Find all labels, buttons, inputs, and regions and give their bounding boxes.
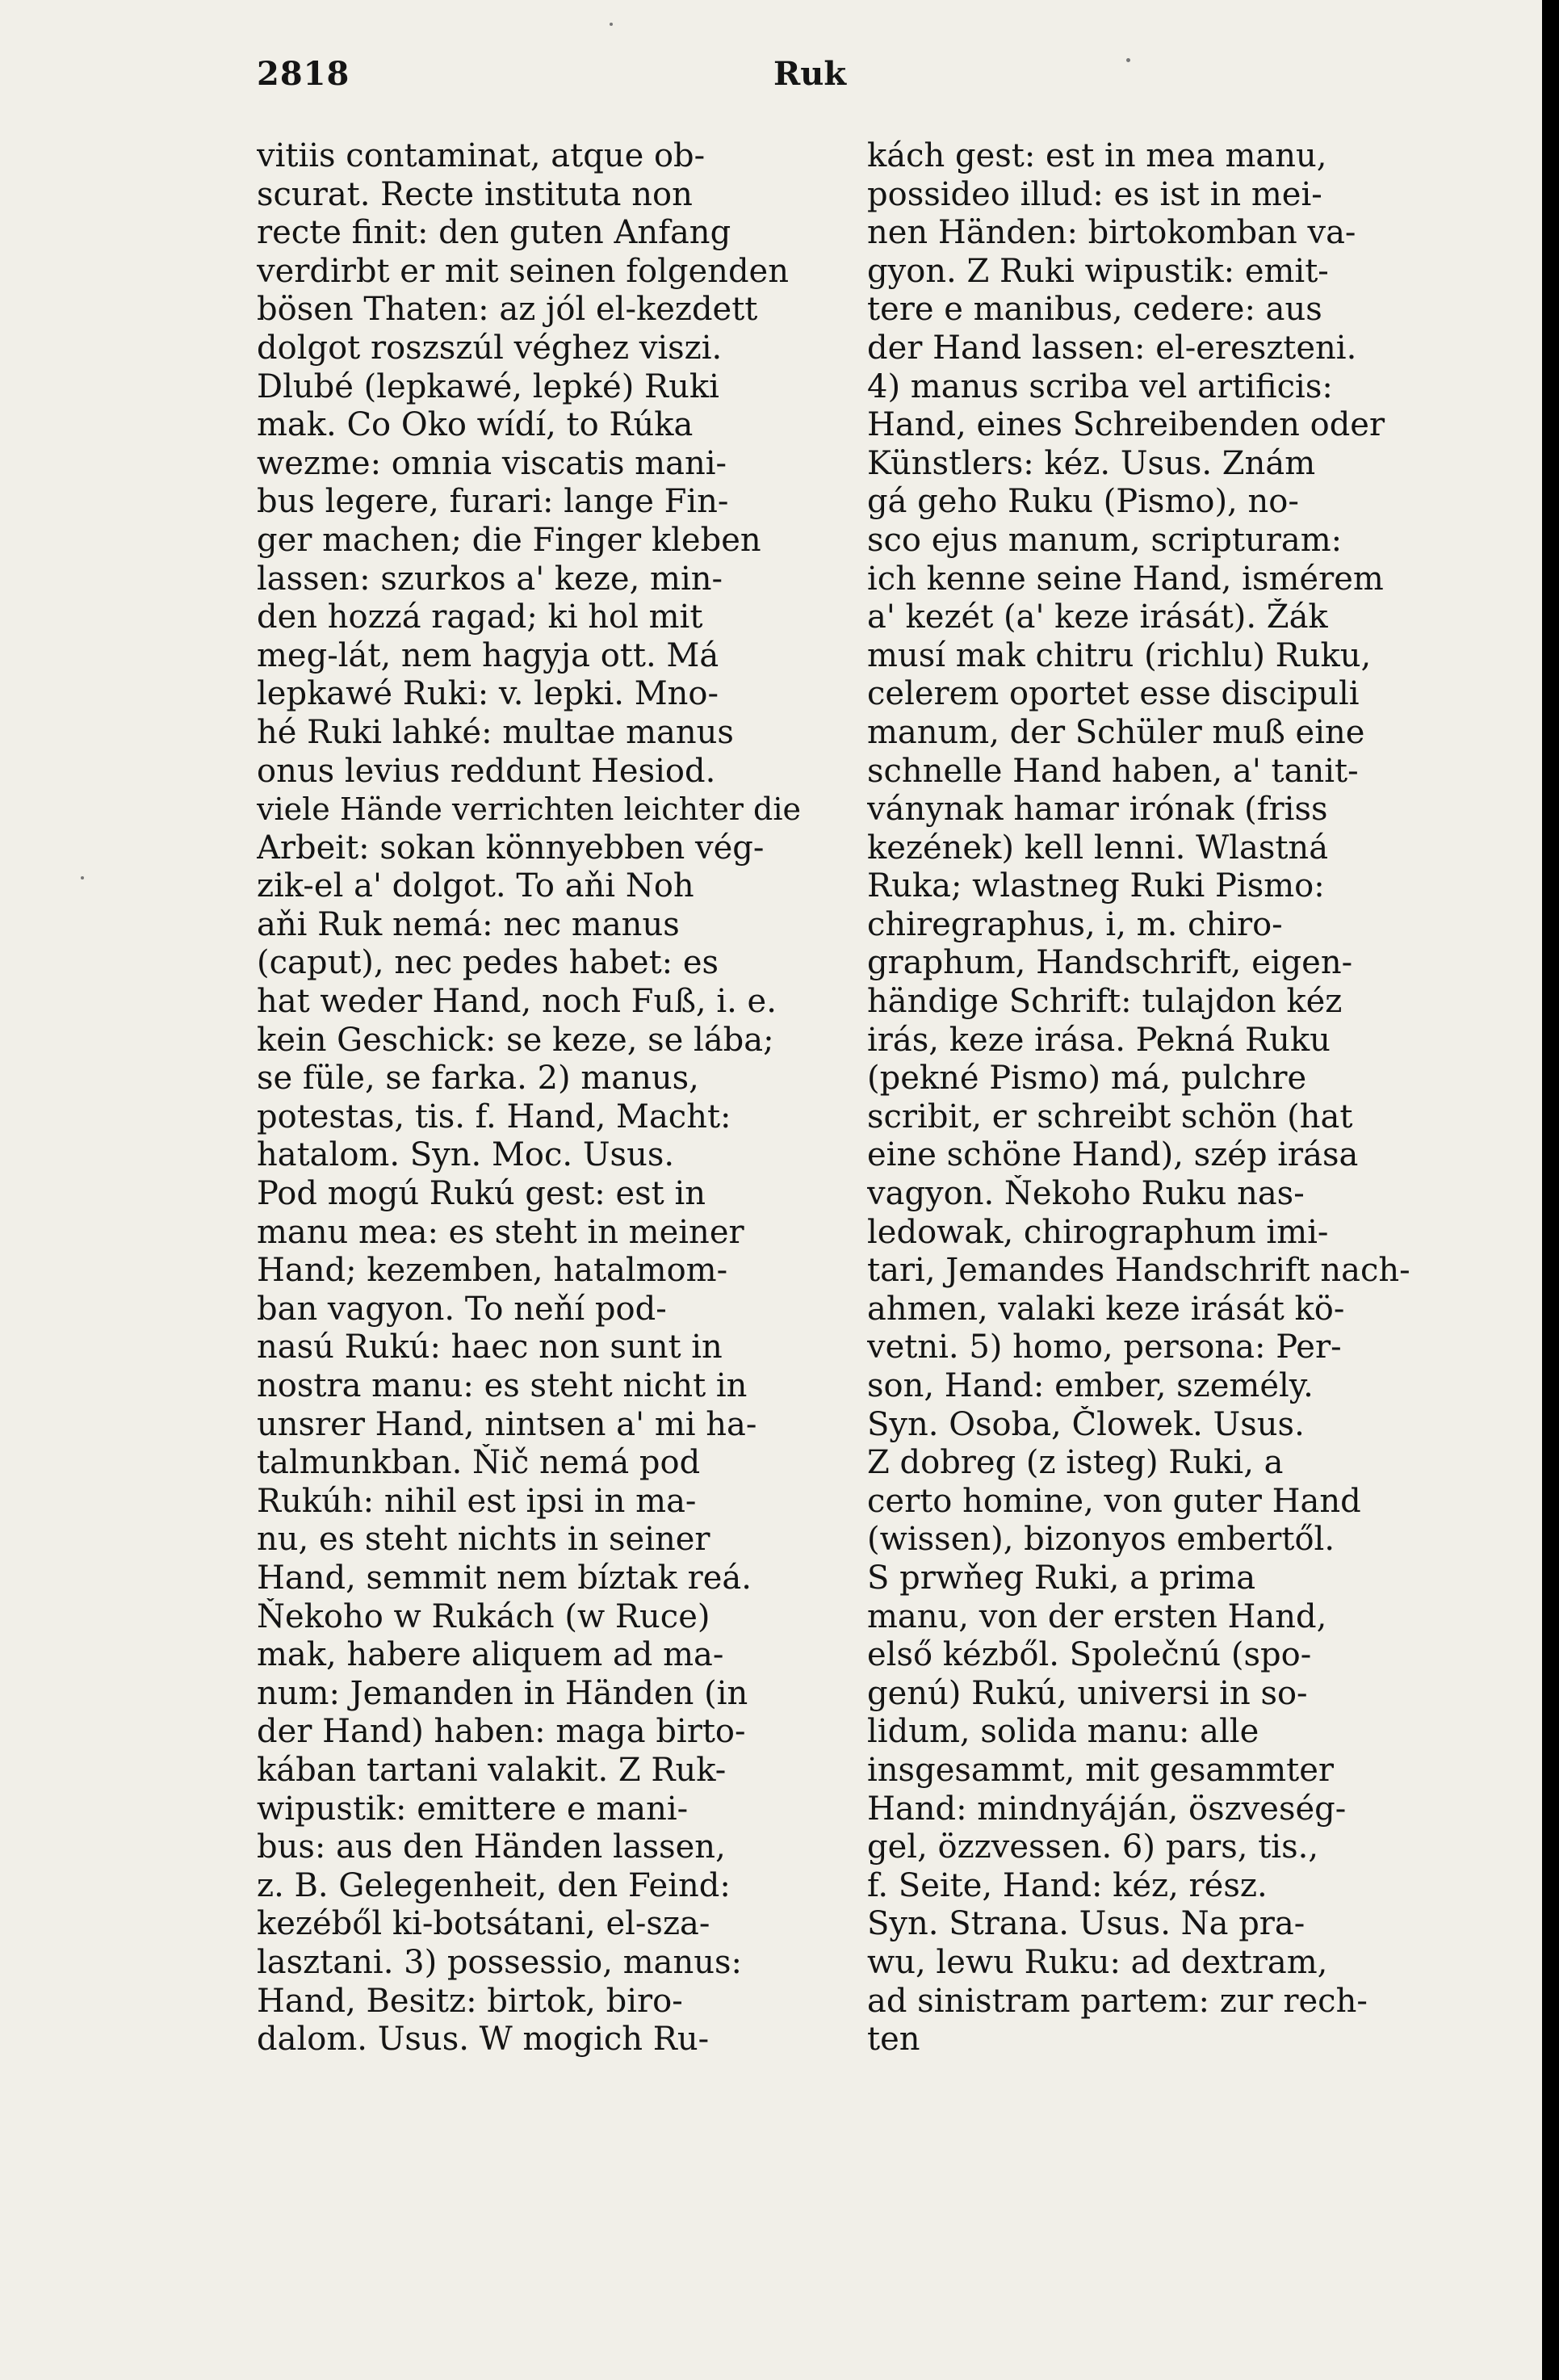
left-column-line: nostra manu: es steht nicht in [257, 1367, 748, 1404]
right-column-line: tari, Jemandes Handschrift nach- [867, 1252, 1410, 1290]
right-column-line: manu, von der ersten Hand, [867, 1597, 1327, 1635]
left-column-line: der Hand) haben: maga birto- [257, 1713, 746, 1751]
left-column-line: num: Jemanden in Händen (in [257, 1674, 748, 1712]
left-column-line: zik-el a' dolgot. To aňi Noh [257, 867, 694, 905]
right-column-line: scribit, er schreibt schön (hat [867, 1098, 1353, 1135]
left-column-line: mak, habere aliquem ad ma- [257, 1636, 724, 1674]
right-column-line: a' kezét (a' keze irását). Žák [867, 598, 1328, 636]
right-column-line: celerem oportet esse discipuli [867, 675, 1360, 713]
right-column-line: der Hand lassen: el-ereszteni. [867, 329, 1357, 367]
left-column-line: Ňekoho w Rukách (w Ruce) [257, 1597, 710, 1635]
left-column-line: vitiis contaminat, atque ob- [257, 137, 706, 174]
right-column-line: ten [867, 2021, 920, 2059]
left-column-line: Hand, semmit nem bíztak reá. [257, 1559, 752, 1597]
left-column-line: verdirbt er mit seinen folgenden [257, 252, 789, 290]
right-column-line: wu, lewu Ruku: ad dextram, [867, 1943, 1328, 1981]
right-column-line: ványnak hamar irónak (friss [867, 791, 1328, 829]
right-column-line: 4) manus scriba vel artificis: [867, 367, 1333, 405]
right-column-line: genú) Rukú, universi in so- [867, 1674, 1308, 1712]
left-column-line: Arbeit: sokan könnyebben vég- [257, 829, 765, 867]
left-column-line: talmunkban. Ňič nemá pod [257, 1444, 701, 1482]
left-column-line: dolgot roszszúl véghez viszi. [257, 329, 723, 367]
paper-speck [81, 876, 84, 879]
left-column-line: unsrer Hand, nintsen a' mi ha- [257, 1405, 757, 1443]
left-column-line: meg-lát, nem hagyja ott. Má [257, 636, 719, 674]
right-column-line: Hand, eines Schreibenden oder [867, 406, 1385, 444]
right-column-line: manum, der Schüler muß eine [867, 713, 1365, 751]
right-column-line: händige Schrift: tulajdon kéz [867, 983, 1343, 1021]
left-column-line: kában tartani valakit. Z Ruk- [257, 1751, 727, 1789]
right-column [867, 137, 1424, 2059]
right-column-line: ledowak, chirographum imi- [867, 1213, 1329, 1251]
right-column-line: Hand: mindnyáján, öszveség- [867, 1790, 1347, 1828]
paper-speck [1126, 58, 1130, 62]
right-column-line: Z dobreg (z isteg) Ruki, a [867, 1444, 1284, 1482]
right-column-line: első kézből. Společnú (spo- [867, 1636, 1312, 1674]
left-column-line: Hand; kezemben, hatalmom- [257, 1252, 728, 1290]
left-column-line: hatalom. Syn. Moc. Usus. [257, 1136, 675, 1174]
right-column-line: Ruka; wlastneg Ruki Pismo: [867, 867, 1325, 905]
left-column-line: den hozzá ragad; ki hol mit [257, 598, 703, 636]
right-column-line: ich kenne seine Hand, ismérem [867, 560, 1384, 598]
left-column-line: nasú Rukú: haec non sunt in [257, 1329, 723, 1366]
left-column-line: (caput), nec pedes habet: es [257, 944, 719, 982]
right-column-line: nen Händen: birtokomban va- [867, 214, 1356, 252]
right-column-line: lidum, solida manu: alle [867, 1713, 1259, 1751]
right-column-line: vetni. 5) homo, persona: Per- [867, 1329, 1342, 1366]
left-column-line: Rukúh: nihil est ipsi in ma- [257, 1482, 697, 1520]
left-column-line: kein Geschick: se keze, se lába; [257, 1021, 774, 1059]
left-column-line: nu, es steht nichts in seiner [257, 1521, 710, 1559]
left-column-line: potestas, tis. f. Hand, Macht: [257, 1098, 731, 1135]
right-column-line: gel, özzvessen. 6) pars, tis., [867, 1828, 1319, 1866]
left-column-line: wezme: omnia viscatis mani- [257, 444, 727, 482]
left-column-line: onus levius reddunt Hesiod. [257, 752, 716, 790]
right-column-line: S prwňeg Ruki, a prima [867, 1559, 1256, 1597]
left-column-line: hé Ruki lahké: multae manus [257, 713, 734, 751]
right-column-line: possideo illud: es ist in mei- [867, 175, 1322, 213]
right-column-line: certo homine, von guter Hand [867, 1482, 1361, 1520]
left-column-line: aňi Ruk nemá: nec manus [257, 905, 680, 943]
left-column-line: mak. Co Oko wídí, to Rúka [257, 406, 694, 444]
left-column-line: bus: aus den Händen lassen, [257, 1828, 726, 1866]
right-column-line: tere e manibus, cedere: aus [867, 291, 1322, 329]
left-column-line: lassen: szurkos a' keze, min- [257, 560, 723, 598]
right-column-line: graphum, Handschrift, eigen- [867, 944, 1353, 982]
right-column-line: kezének) kell lenni. Wlastná [867, 829, 1329, 867]
left-column-line: manu mea: es steht in meiner [257, 1213, 744, 1251]
right-column-line: Syn. Osoba, Člowek. Usus. [867, 1405, 1305, 1443]
right-column-line: Syn. Strana. Usus. Na pra- [867, 1905, 1305, 1943]
left-column-line: scurat. Recte instituta non [257, 175, 693, 213]
right-column-line: eine schöne Hand), szép irása [867, 1136, 1359, 1174]
right-column-line: gá geho Ruku (Pismo), no- [867, 483, 1299, 521]
right-column-line: son, Hand: ember, személy. [867, 1367, 1314, 1404]
right-column-line: vagyon. Ňekoho Ruku nas- [867, 1175, 1305, 1213]
right-column-line: irás, keze irása. Pekná Ruku [867, 1021, 1331, 1059]
scan-edge [1542, 0, 1559, 2380]
left-column-line: viele Hände verrichten leichter die [257, 791, 802, 828]
left-column [257, 137, 814, 2059]
left-column-line: ban vagyon. To neňí pod- [257, 1290, 667, 1328]
left-column-line: bus legere, furari: lange Fin- [257, 483, 729, 521]
page-number: 2818 [257, 55, 350, 93]
left-column-line: lasztani. 3) possessio, manus: [257, 1943, 742, 1981]
right-column-line: Künstlers: kéz. Usus. Znám [867, 444, 1316, 482]
left-column-line: dalom. Usus. W mogich Ru- [257, 2021, 710, 2059]
left-column-line: lepkawé Ruki: v. lepki. Mno- [257, 675, 719, 713]
left-column-line: se füle, se farka. 2) manus, [257, 1060, 699, 1098]
left-column-line: kezéből ki-botsátani, el-sza- [257, 1905, 710, 1943]
right-column-line: sco ejus manum, scripturam: [867, 521, 1343, 559]
left-column-line: bösen Thaten: az jól el-kezdett [257, 291, 758, 329]
left-column-line: ger machen; die Finger kleben [257, 521, 761, 559]
left-column-line: wipustik: emittere e mani- [257, 1790, 689, 1828]
left-column-line: Pod mogú Rukú gest: est in [257, 1175, 706, 1213]
left-column-line: Dlubé (lepkawé, lepké) Ruki [257, 367, 719, 405]
left-column-line: recte finit: den guten Anfang [257, 214, 731, 252]
right-column-line: ad sinistram partem: zur rech- [867, 1982, 1368, 2020]
right-column-line: musí mak chitru (richlu) Ruku, [867, 636, 1372, 674]
page-header [257, 55, 1419, 108]
right-column-line: insgesammt, mit gesammter [867, 1751, 1334, 1789]
right-column-line: f. Seite, Hand: kéz, rész. [867, 1866, 1268, 1904]
right-column-line: ahmen, valaki keze irását kö- [867, 1290, 1345, 1328]
right-column-line: gyon. Z Ruki wipustik: emit- [867, 252, 1329, 290]
right-column-line: (pekné Pismo) má, pulchre [867, 1060, 1307, 1098]
right-column-line: schnelle Hand haben, a' tanit- [867, 752, 1359, 790]
right-column-line: kách gest: est in mea manu, [867, 137, 1327, 174]
running-head: Ruk [773, 55, 847, 93]
right-column-line: chiregraphus, i, m. chiro- [867, 905, 1283, 943]
left-column-line: hat weder Hand, noch Fuß, i. e. [257, 983, 777, 1021]
paper-speck [610, 23, 613, 26]
left-column-line: z. B. Gelegenheit, den Feind: [257, 1866, 731, 1904]
left-column-line: Hand, Besitz: birtok, biro- [257, 1982, 683, 2020]
right-column-line: (wissen), bizonyos embertől. [867, 1521, 1335, 1559]
